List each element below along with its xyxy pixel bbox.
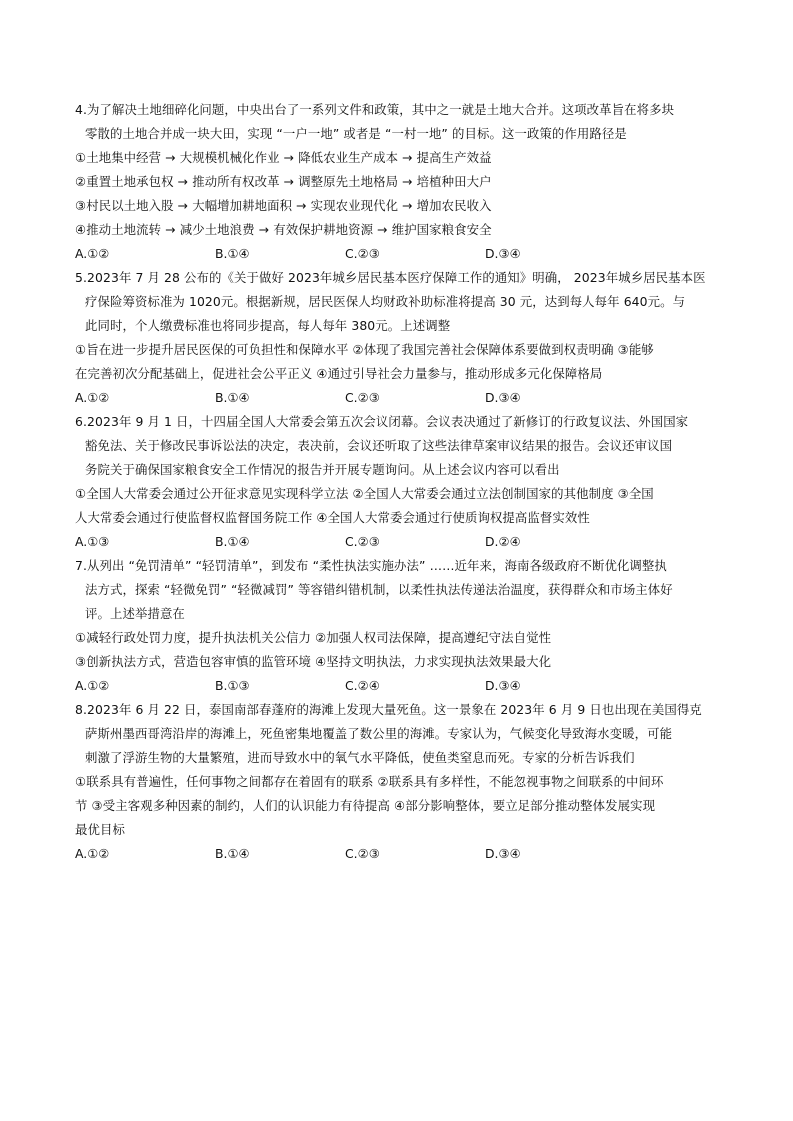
q4-item-1: ①土地集中经营 → 大规模机械化作业 → 降低农业生产成本 → 提高生产效益 bbox=[75, 150, 492, 165]
q6-stem-line-1: 6.2023年 9 月 1 日，十四届全国人大常委会第五次会议闭幕。会议表决通过了新修订的行政复议法、外国国家 bbox=[75, 414, 689, 429]
q5-stem-line-3: 此同时，个人缴费标准也将同步提高，每人每年 380元。上述调整 bbox=[85, 318, 451, 333]
q4-item-3: ③村民以土地入股 → 大幅增加耕地面积 → 实现农业现代化 → 增加农民收入 bbox=[75, 198, 492, 213]
q8-stem-line-2: 萨斯州墨西哥湾沿岸的海滩上，死鱼密集地覆盖了数公里的海滩。专家认为，气候变化导致海水变暖，可能 bbox=[85, 726, 673, 741]
q6-option-a[interactable]: A.①③ bbox=[75, 534, 110, 549]
q5-stem-line-2: 疗保险筹资标准为 1020元。根据新规，居民医保人均财政补助标准将提高 30 元，达到每人每年 640元。与 bbox=[85, 294, 686, 309]
q4-stem-line-2: 零散的土地合并成一块大田，实现 “一户一地” 或者是 “一村一地” 的目标。这一政策的作用路径是 bbox=[85, 126, 627, 141]
q8-stem-line-1: 8.2023年 6 月 22 日，泰国南部春蓬府的海滩上发现大量死鱼。这一景象在 2023年 6 月 9 日也出现在美国得克 bbox=[75, 702, 702, 717]
q7-stem-line-1: 7.从列出 “免罚清单” “轻罚清单”，到发布 “柔性执法实施办法” ……近年来，海南各级政府不断优化调整执 bbox=[75, 558, 667, 573]
q4-item-4: ④推动土地流转 → 减少土地浪费 → 有效保护耕地资源 → 维护国家粮食安全 bbox=[75, 222, 492, 237]
q4-option-a[interactable]: A.①② bbox=[75, 246, 110, 261]
q8-item-line-2: 节 ③受主客观多种因素的制约，人们的认识能力有待提高 ④部分影响整体，要立足部分推动整体发展实现 bbox=[75, 798, 656, 813]
q5-option-d[interactable]: D.③④ bbox=[485, 390, 521, 405]
q6-stem-line-2: 豁免法、关于修改民事诉讼法的决定，表决前，会议还听取了这些法律草案审议结果的报告。会议还审议国 bbox=[85, 438, 673, 453]
q8-item-line-1: ①联系具有普遍性，任何事物之间都存在着固有的联系 ②联系具有多样性，不能忽视事物之间联系的中间环 bbox=[75, 774, 664, 789]
q4-option-b[interactable]: B.①④ bbox=[215, 246, 250, 261]
q7-option-b[interactable]: B.①③ bbox=[215, 678, 250, 693]
q4-item-2: ②重置土地承包权 → 推动所有权改革 → 调整原先土地格局 → 培植种田大户 bbox=[75, 174, 492, 189]
q7-item-line-1: ①减轻行政处罚力度，提升执法机关公信力 ②加强人权司法保障，提高遵纪守法自觉性 bbox=[75, 630, 552, 645]
q5-option-c[interactable]: C.②③ bbox=[345, 390, 380, 405]
q4-stem-line-1: 4.为了解决土地细碎化问题，中央出台了一系列文件和政策，其中之一就是土地大合并。这项改革旨在将多块 bbox=[75, 102, 675, 117]
q7-option-d[interactable]: D.③④ bbox=[485, 678, 521, 693]
q7-option-c[interactable]: C.②④ bbox=[345, 678, 380, 693]
q8-option-d[interactable]: D.③④ bbox=[485, 846, 521, 861]
q6-stem-line-3: 务院关于确保国家粮食安全工作情况的报告并开展专题询问。从上述会议内容可以看出 bbox=[85, 462, 560, 477]
q5-item-line-2: 在完善初次分配基础上，促进社会公平正义 ④通过引导社会力量参与，推动形成多元化保障格局 bbox=[75, 366, 603, 381]
q5-item-line-1: ①旨在进一步提升居民医保的可负担性和保障水平 ②体现了我国完善社会保障体系要做到权责明确 ③能够 bbox=[75, 342, 654, 357]
q6-option-c[interactable]: C.②③ bbox=[345, 534, 380, 549]
q5-stem-line-1: 5.2023年 7 月 28 公布的《关于做好 2023年城乡居民基本医疗保障工作的通知》明确， 2023年城乡居民基本医 bbox=[75, 270, 706, 285]
q6-item-line-1: ①全国人大常委会通过公开征求意见实现科学立法 ②全国人大常委会通过立法创制国家的其他制度 ③全国 bbox=[75, 486, 654, 501]
q8-stem-line-3: 刺激了浮游生物的大量繁殖，进而导致水中的氧气水平降低，使鱼类窒息而死。专家的分析告诉我们 bbox=[85, 750, 635, 765]
q8-options bbox=[75, 846, 735, 862]
q5-option-b[interactable]: B.①④ bbox=[215, 390, 250, 405]
q6-option-b[interactable]: B.①④ bbox=[215, 534, 250, 549]
q6-item-line-2: 人大常委会通过行使监督权监督国务院工作 ④全国人大常委会通过行使质询权提高监督实效性 bbox=[75, 510, 590, 525]
q4-options bbox=[75, 246, 735, 262]
q7-stem-line-2: 法方式，探索 “轻微免罚” “轻微减罚” 等容错纠错机制，以柔性执法传递法治温度，获得群众和市场主体好 bbox=[85, 582, 673, 597]
q8-option-c[interactable]: C.②③ bbox=[345, 846, 380, 861]
q7-option-a[interactable]: A.①② bbox=[75, 678, 110, 693]
q8-option-a[interactable]: A.①② bbox=[75, 846, 110, 861]
q8-item-line-3: 最优目标 bbox=[75, 822, 125, 837]
q7-stem-line-3: 评。上述举措意在 bbox=[85, 606, 185, 621]
q7-options bbox=[75, 678, 735, 694]
q8-option-b[interactable]: B.①④ bbox=[215, 846, 250, 861]
q5-option-a[interactable]: A.①② bbox=[75, 390, 110, 405]
q4-option-d[interactable]: D.③④ bbox=[485, 246, 521, 261]
q5-options bbox=[75, 390, 735, 406]
q6-option-d[interactable]: D.②④ bbox=[485, 534, 521, 549]
q6-options bbox=[75, 534, 735, 550]
q7-item-line-2: ③创新执法方式，营造包容审慎的监管环境 ④坚持文明执法，力求实现执法效果最大化 bbox=[75, 654, 552, 669]
q4-option-c[interactable]: C.②③ bbox=[345, 246, 380, 261]
